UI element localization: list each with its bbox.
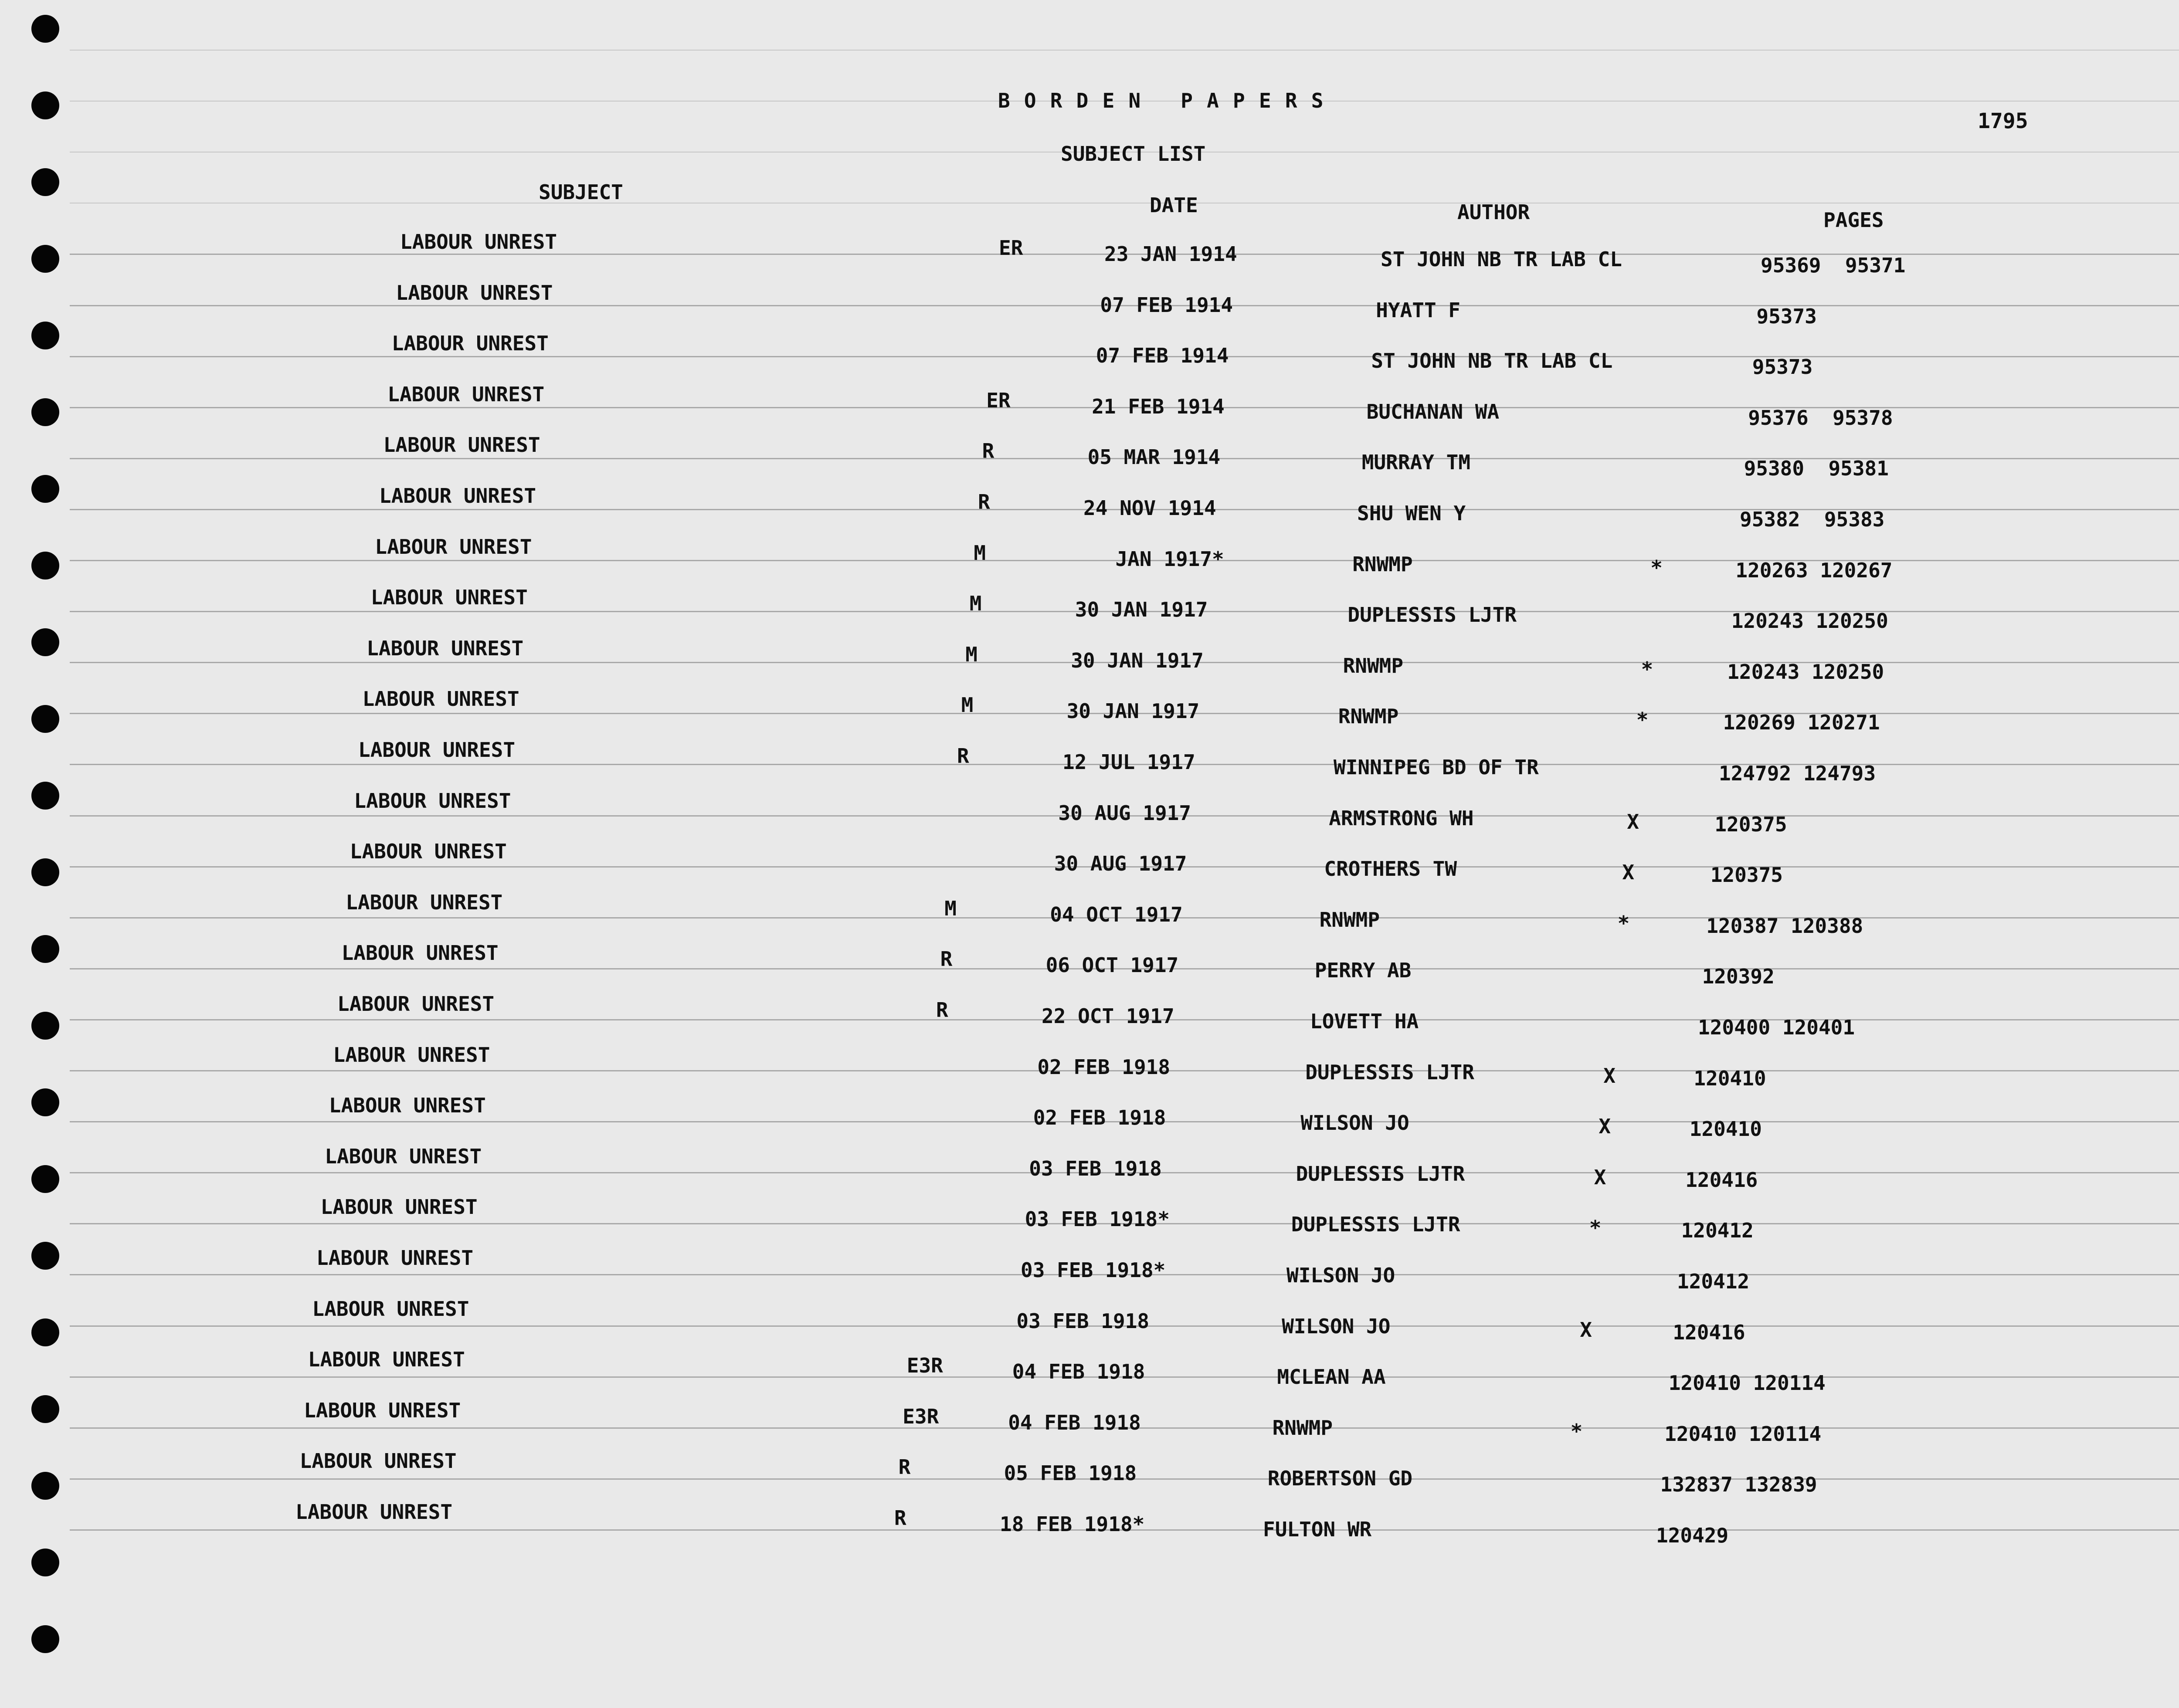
row-author: DUPLESSIS LJTR	[1296, 1162, 1465, 1186]
row-author: BUCHANAN WA	[1366, 400, 1500, 424]
row-pages: 120375	[1710, 863, 1783, 887]
feed-hole-left	[31, 15, 59, 43]
column-header-pages: PAGES	[1823, 208, 1884, 232]
row-subject: LABOUR UNREST	[383, 433, 540, 457]
row-code: R	[978, 490, 990, 514]
row-date: 30 JAN 1917	[1075, 598, 1208, 622]
row-mark: *	[1570, 1419, 1583, 1443]
row-subject: LABOUR UNREST	[316, 1246, 474, 1270]
row-pages: 95380 95381	[1744, 457, 1889, 481]
row-code: M	[965, 642, 977, 666]
feed-hole-left	[31, 1625, 59, 1653]
row-pages: 120375	[1714, 812, 1787, 836]
feed-hole-left	[31, 168, 59, 196]
row-pages: 120410	[1689, 1117, 1762, 1141]
row-subject: LABOUR UNREST	[304, 1398, 461, 1422]
feed-hole-left	[31, 322, 59, 349]
row-subject: LABOUR UNREST	[387, 382, 545, 406]
row-author: CROTHERS TW	[1324, 857, 1457, 881]
row-author: MCLEAN AA	[1277, 1365, 1386, 1389]
row-subject: LABOUR UNREST	[379, 484, 536, 508]
row-mark: *	[1617, 911, 1630, 935]
sheet-number: 1795	[1978, 109, 2028, 133]
row-pages: 95382 95383	[1740, 508, 1885, 531]
feed-hole-left	[31, 1472, 59, 1500]
row-date: 07 FEB 1914	[1100, 293, 1233, 317]
row-date: 22 OCT 1917	[1042, 1004, 1174, 1028]
row-subject: LABOUR UNREST	[362, 687, 519, 711]
row-mark: X	[1594, 1165, 1606, 1189]
feed-hole-left	[31, 935, 59, 963]
feed-hole-left	[31, 1242, 59, 1270]
row-date: 23 JAN 1914	[1104, 242, 1237, 266]
row-code: M	[961, 693, 974, 717]
row-subject: LABOUR UNREST	[367, 636, 524, 660]
row-author: DUPLESSIS LJTR	[1347, 603, 1517, 627]
row-mark: X	[1599, 1115, 1611, 1139]
feed-hole-left	[31, 1088, 59, 1116]
row-pages: 124792 124793	[1719, 762, 1876, 785]
row-date: 30 AUG 1917	[1054, 852, 1187, 876]
row-subject: LABOUR UNREST	[299, 1449, 457, 1473]
row-author: WILSON JO	[1282, 1314, 1391, 1338]
column-header-author: AUTHOR	[1457, 200, 1530, 224]
row-date: 24 NOV 1914	[1083, 496, 1216, 520]
row-code: M	[944, 896, 957, 920]
row-mark: X	[1622, 861, 1635, 884]
row-subject: LABOUR UNREST	[396, 281, 553, 305]
row-pages: 120429	[1656, 1524, 1729, 1547]
feed-hole-left	[31, 92, 59, 119]
row-pages: 120410 120114	[1664, 1422, 1822, 1446]
row-author: WILSON JO	[1300, 1111, 1409, 1135]
row-date: 05 FEB 1918	[1004, 1461, 1137, 1485]
row-author: HYATT F	[1376, 298, 1461, 322]
row-date: 12 JUL 1917	[1062, 750, 1195, 774]
row-author: RNWMP	[1338, 705, 1399, 729]
row-subject: LABOUR UNREST	[400, 230, 557, 254]
row-code: ER	[986, 388, 1011, 412]
row-author: ST JOHN NB TR LAB CL	[1381, 247, 1622, 271]
row-subject: LABOUR UNREST	[312, 1297, 469, 1321]
row-subject: LABOUR UNREST	[354, 789, 511, 813]
row-pages: 120412	[1677, 1270, 1750, 1293]
feed-hole-left	[31, 475, 59, 503]
row-date: 03 FEB 1918*	[1025, 1207, 1170, 1231]
feed-hole-left	[31, 245, 59, 273]
row-author: PERRY AB	[1314, 959, 1412, 983]
row-date: 03 FEB 1918	[1016, 1309, 1150, 1333]
row-subject: LABOUR UNREST	[320, 1195, 478, 1219]
row-subject: LABOUR UNREST	[333, 1043, 490, 1067]
row-author: ARMSTRONG WH	[1329, 806, 1474, 830]
row-date: 04 FEB 1918	[1012, 1360, 1145, 1384]
row-author: ST JOHN NB TR LAB CL	[1371, 349, 1613, 373]
row-author: RNWMP	[1272, 1416, 1333, 1440]
row-pages: 120400 120401	[1698, 1016, 1855, 1039]
row-date: 18 FEB 1918*	[1000, 1512, 1145, 1536]
row-pages: 120412	[1681, 1219, 1754, 1243]
row-date: 30 JAN 1917	[1066, 699, 1200, 723]
feed-hole-left	[31, 1395, 59, 1423]
row-date: 02 FEB 1918	[1033, 1106, 1166, 1130]
row-mark: X	[1603, 1064, 1616, 1088]
row-subject: LABOUR UNREST	[370, 586, 528, 610]
row-date: 30 JAN 1917	[1071, 648, 1204, 672]
row-author: WINNIPEG BD OF TR	[1334, 756, 1539, 779]
row-subject: LABOUR UNREST	[325, 1144, 482, 1168]
row-subject: LABOUR UNREST	[329, 1094, 486, 1118]
row-pages: 120410	[1694, 1066, 1766, 1090]
row-author: FULTON WR	[1263, 1518, 1372, 1541]
row-date: 02 FEB 1918	[1037, 1055, 1171, 1079]
row-author: RNWMP	[1352, 552, 1413, 576]
row-date: 03 FEB 1918*	[1021, 1258, 1166, 1282]
column-header-subject: SUBJECT	[539, 180, 623, 204]
feed-hole-left	[31, 398, 59, 426]
row-pages: 120387 120388	[1706, 914, 1863, 938]
row-pages: 120410 120114	[1668, 1371, 1826, 1395]
document-title: BORDEN PAPERS	[998, 89, 1337, 112]
row-subject: LABOUR UNREST	[350, 840, 507, 864]
row-subject: LABOUR UNREST	[295, 1500, 453, 1524]
row-author: SHU WEN Y	[1357, 502, 1466, 525]
feed-hole-left	[31, 782, 59, 810]
row-code: E3R	[906, 1354, 943, 1378]
row-subject: LABOUR UNREST	[341, 941, 499, 965]
row-author: WILSON JO	[1286, 1264, 1395, 1287]
row-mark: X	[1627, 810, 1639, 834]
row-pages: 95369 95371	[1761, 254, 1906, 277]
row-date: 30 AUG 1917	[1058, 801, 1191, 825]
row-date: JAN 1917*	[1079, 547, 1224, 571]
row-author: LOVETT HA	[1310, 1010, 1419, 1033]
row-author: ROBERTSON GD	[1267, 1467, 1413, 1491]
row-pages: 95373	[1756, 304, 1817, 328]
row-date: 05 MAR 1914	[1087, 445, 1221, 469]
row-code: ER	[999, 236, 1023, 260]
row-code: R	[982, 439, 994, 463]
row-date: 04 OCT 1917	[1050, 902, 1183, 926]
feed-hole-left	[31, 1012, 59, 1040]
row-pages: 120269 120271	[1723, 711, 1880, 735]
feed-hole-left	[31, 1318, 59, 1346]
row-subject: LABOUR UNREST	[358, 738, 516, 762]
row-code: R	[940, 947, 953, 971]
row-subject: LABOUR UNREST	[308, 1348, 465, 1372]
feed-hole-left	[31, 858, 59, 886]
row-mark: *	[1641, 657, 1653, 681]
row-code: M	[974, 541, 986, 565]
row-mark: *	[1636, 708, 1649, 732]
row-code: E3R	[903, 1404, 939, 1428]
row-subject: LABOUR UNREST	[375, 535, 532, 559]
row-date: 07 FEB 1914	[1096, 344, 1229, 368]
row-author: DUPLESSIS LJTR	[1305, 1060, 1474, 1084]
row-mark: *	[1589, 1216, 1602, 1240]
row-subject: LABOUR UNREST	[391, 332, 549, 356]
row-subject: LABOUR UNREST	[337, 992, 495, 1016]
row-code: R	[936, 998, 948, 1022]
row-code: R	[898, 1455, 911, 1479]
column-header-date: DATE	[1150, 193, 1198, 217]
row-mark: X	[1580, 1318, 1592, 1342]
row-pages: 120243 120250	[1727, 660, 1884, 684]
feed-hole-left	[31, 1165, 59, 1193]
row-author: DUPLESSIS LJTR	[1291, 1213, 1460, 1237]
row-author: RNWMP	[1343, 654, 1404, 678]
row-pages: 120243 120250	[1731, 609, 1888, 633]
row-pages: 132837 132839	[1660, 1473, 1817, 1497]
feed-hole-left	[31, 552, 59, 580]
row-code: R	[894, 1506, 906, 1530]
row-author: MURRAY TM	[1361, 451, 1471, 474]
row-date: 06 OCT 1917	[1045, 953, 1179, 977]
row-mark: *	[1650, 556, 1663, 580]
row-code: R	[957, 744, 969, 768]
row-subject: LABOUR UNREST	[346, 890, 503, 914]
feed-hole-left	[31, 1549, 59, 1576]
ruling-line	[70, 50, 2179, 51]
row-author: RNWMP	[1319, 908, 1380, 932]
feed-hole-left	[31, 628, 59, 656]
document-subtitle: SUBJECT LIST	[1061, 142, 1206, 166]
row-date: 04 FEB 1918	[1008, 1410, 1141, 1434]
row-pages: 120416	[1685, 1168, 1758, 1192]
row-pages: 120392	[1702, 965, 1775, 989]
row-date: 21 FEB 1914	[1092, 394, 1225, 418]
row-code: M	[969, 592, 982, 616]
row-pages: 95373	[1752, 355, 1813, 379]
row-date: 03 FEB 1918	[1029, 1156, 1162, 1180]
row-pages: 120416	[1673, 1320, 1745, 1344]
feed-hole-left	[31, 705, 59, 733]
row-pages: 120263 120267	[1735, 558, 1893, 582]
row-pages: 95376 95378	[1748, 406, 1893, 430]
